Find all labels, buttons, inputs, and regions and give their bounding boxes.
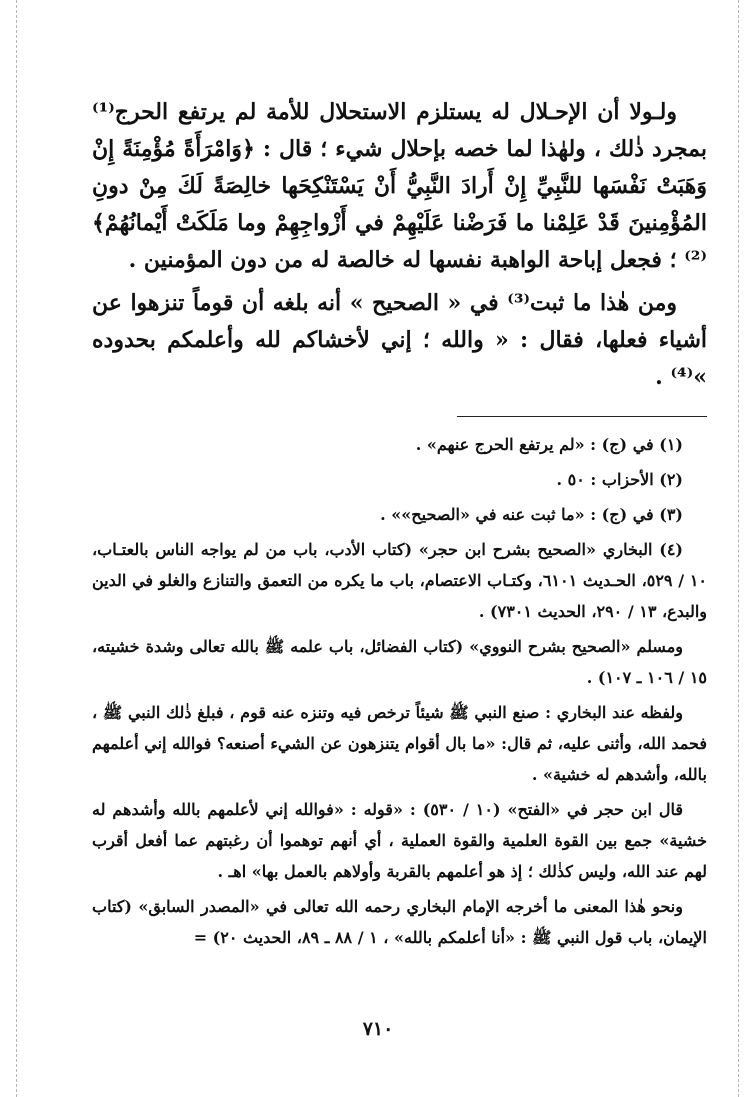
footnote-4: (٤) البخاري «الصحيح بشرح ابن حجر» (كتاب الأدب، باب من لم يواجه الناس بالعتـاب، ١٠ / ٥٢٩، الحـديث ٦١٠١، وكتـاب الاعتصام، باب ما يكره من التعمق والتنازع والغلو في الدين والبدع، ١٣ / ٢٩٠، الحديث ٧٣٠١) . xyxy=(92,540,708,621)
footnote-3: (٣) في (ج) : «ما ثبت عنه في «الصحيح»» . xyxy=(380,505,683,524)
footnote-4-muslim: ومسلم «الصحيح بشرح النووي» (كتاب الفضائل، باب علمه ﷺ بالله تعالى وشدة خشيته، ١٥ / ١٠٦ ـ ١٠٧) . xyxy=(92,637,707,687)
footnote-4-ibn-hajar: قال ابن حجر في «الفتح» (١٠ / ٥٣٠) : «قوله : «فوالله إني لأعلمهم بالله وأشدهم له خشية» جمع بين القوة العلمية والقوة العملية ، أي أنهم توهموا أن رغبتهم عما أفعل أقرب لهم عند الله، وليس كذٰلك ؛ إذ هو أعلمهم بالقربة وأولاهم بالعمل بها» اهـ . xyxy=(92,800,707,881)
main-paragraph-2: ومن هٰذا ما ثبت⁽³⁾ في « الصحيح » أنه بلغه أن قوماً تنزهوا عن أشياء فعلها، فقال : « والله ؛ إني لأخشاكم لله وأعلمكم بحدوده »⁽⁴⁾ . xyxy=(92,290,707,390)
main-paragraph-1: ولـولا أن الإحـلال له يستلزم الاستحلال للأمة لم يرتفع الحرج⁽¹⁾ بمجرد ذٰلك ، ولهٰذا لما خصه بإحلال شيء ؛ قال : ﴿وَامْرَأَةً مُؤْمِنَةً إِنْ وَهَبَتْ نَفْسَها للنَّبِيِّ إِنْ أَرادَ النَّبِيُّ أَنْ يَسْتَنْكِحَها خالِصَةً لَكَ مِنْ دونِ المُؤْمِنينَ قَدْ عَلِمْنا ما فَرَضْنا عَلَيْهِمْ في أَزْواجِهِمْ وما مَلَكَتْ أَيْمانُهُمْ﴾⁽²⁾ ؛ فجعل إباحة الواهبة نفسها له خالصة له من دون المؤمنين . xyxy=(92,99,707,273)
footnote-4-similar-meaning: ونحو هٰذا المعنى ما أخرجه الإمام البخاري رحمه الله تعالى في «المصدر السابق» (كتاب الإيمان، باب قول النبي ﷺ : «أنا أعلمكم بالله» ، ١ / ٨٨ ـ ٨٩، الحديث ٢٠) = xyxy=(92,897,707,947)
page-number: ٧١٠ xyxy=(362,1018,394,1040)
page-edge-right xyxy=(738,0,739,1097)
footnote-2: (٢) الأحزاب : ٥٠ . xyxy=(556,470,683,489)
main-text xyxy=(92,94,707,396)
footnote-separator xyxy=(457,416,707,417)
page-body xyxy=(92,94,707,957)
footnote-4-bukhari-wording: ولفظه عند البخاري : صنع النبي ﷺ شيئاً ترخص فيه وتنزه عنه قوم ، فبلغ ذٰلك النبي ﷺ ، فحمد الله، وأثنى عليه، ثم قال: «ما بال أقوام يتنزهون عن الشيء أصنعه؟ فوالله إني أعلمهم بالله، وأشدهم له خشية» . xyxy=(92,703,707,784)
footnotes xyxy=(92,429,707,953)
footnote-1: (١) في (ج) : «لم يرتفع الحرج عنهم» . xyxy=(415,435,683,454)
page-edge-left xyxy=(16,0,17,1097)
